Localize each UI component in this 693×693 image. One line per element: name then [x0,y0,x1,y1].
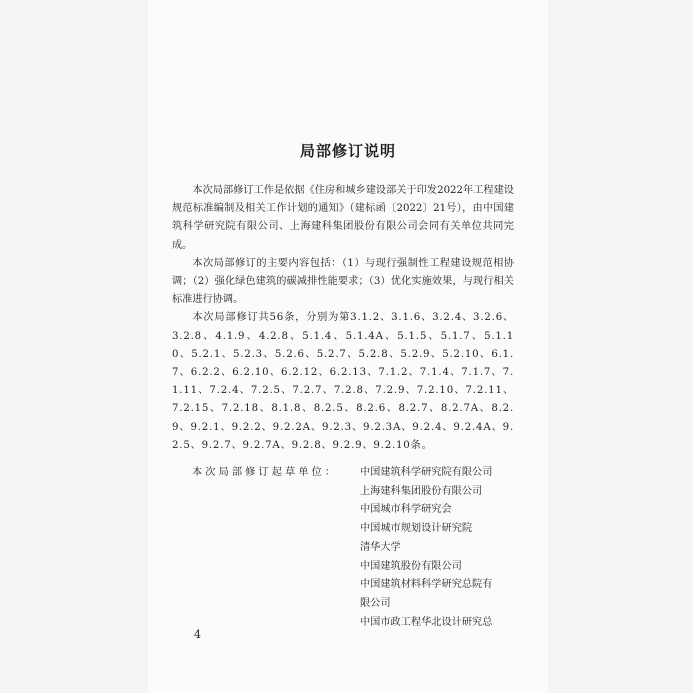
drafting-unit: 中国建筑科学研究院有限公司 [360,467,493,478]
paragraph-basis: 本次局部修订工作是依据《住房和城乡建设部关于印发2022年工程建设规范标准编制及相关工作计划的通知》（建标函〔2022〕21号），由中国建筑科学研究院有限公司、上海建科集团股份有限公司会同有关单位共同完成。 [172,185,514,251]
drafting-unit: 中国城市科学研究会 [360,504,452,516]
page-title: 局部修订说明 [299,142,396,160]
page-number: 4 [194,628,201,641]
drafting-unit: 上海建科集团股份有限公司 [360,485,483,497]
drafting-unit: 清华大学 [360,541,401,553]
drafting-unit: 限公司 [360,597,391,609]
drafting-units-list [360,464,512,632]
drafting-units-label: 本次局部修订起草单位： [192,467,339,478]
drafting-unit: 中国建筑股份有限公司 [360,560,462,572]
drafting-unit: 中国城市规划设计研究院 [360,523,473,535]
drafting-unit: 中国市政工程华北设计研究总 [360,616,493,628]
paragraph-content: 本次局部修订的主要内容包括：（1）与现行强制性工程建设规范相协调；（2）强化绿色建筑的碳减排性能要求；（3）优化实施效果，与现行相关标准进行协调。 [172,257,514,306]
paragraph-revised-items: 本次局部修订共56条，分别为第3.1.2、3.1.6、3.2.4、3.2.6、3.2.8、4.1.9、4.2.8、5.1.4、5.1.4A、5.1.5、5.1.7、5.1.10、5.2.1、5.2.3、5.2.6、5.2.7、5.2.8、5.2.9、5.2.10、6.1.7、6.2.2、6.2.10、6.2.12、6.2.13、7.1.2、7.1.4、7.1.7、7.1.11、7.2.4、7.2.5、7.2.7、7.2.8、7.2.9、7.2.10、7.2.11、7.2.15、7.2.18、8.1.8、8.2.5、8.2.6、8.2.7、8.2.7A、8.2.9、9.2.1、9.2.2、9.2.2A、9.2.3、9.2.3A、9.2.4、9.2.4A、9.2.5、9.2.7、9.2.7A、9.2.8、9.2.9、9.2.10条。 [172,312,514,451]
drafting-unit: 中国建筑材料科学研究总院有 [360,579,493,591]
body-text [172,182,514,455]
document-page [148,0,548,693]
